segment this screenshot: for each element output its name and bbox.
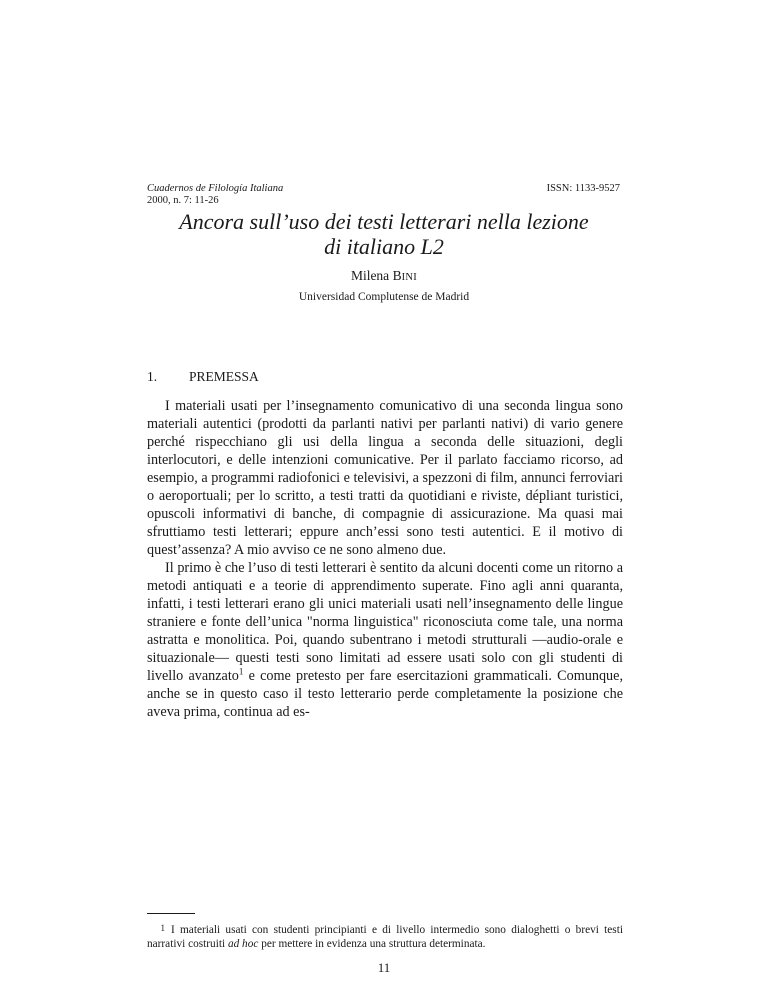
issn: ISSN: 1133-9527 (546, 183, 620, 194)
author-first-name: Milena (350, 268, 393, 283)
footnote-text-b: per mettere in evidenza una struttura determinata. (258, 938, 486, 950)
footnote-reference[interactable]: 1 (238, 666, 244, 677)
section-number: 1. (147, 369, 158, 384)
article-title (140, 209, 628, 259)
journal-header (147, 183, 283, 207)
page-number: 11 (377, 960, 391, 975)
author-affiliation: Universidad Complutense de Madrid (298, 291, 470, 303)
journal-issue: 2000, n. 7: 11-26 (147, 195, 219, 206)
author-last-initial: B (392, 268, 402, 283)
section-heading (147, 369, 259, 385)
paragraph-2 (147, 559, 623, 721)
paragraph-2-text-b: e come pretesto per fare esercitazioni grammaticali. Comunque, anche se in questo caso il testo letterario perde completamente la posizione che aveva prima, continua ad es- (147, 668, 623, 720)
footnote (147, 921, 623, 951)
paragraph-1: I materiali usati per l’insegnamento comunicativo di una seconda lingua sono materiali autentici (prodotti da parlanti nativi per parlanti nativi) di vario genere perché rispecchiano gli usi della lingua a seconda delle situazioni, degli interlocutori, e delle intenzioni comunicative. Per il parlato facciamo ricorso, ad esempio, a programmi radiofonici e televisivi, a spezzoni di film, annunci ferroviari o aeroportuali; per lo scritto, a testi tratti da quotidiani e riviste, dépliant turistici, opuscoli informativi di banche, di compagnie di assicurazione. Ma quasi mai sfruttiamo testi letterari; eppure anch’essi sono testi autentici. E il motivo di quest’assenza? A mio avviso ce ne sono almeno due. (147, 398, 623, 558)
footnote-text-italic: ad hoc (227, 938, 259, 950)
title-line-1: Ancora sull’uso dei testi letterari nella lezione (179, 209, 589, 234)
section-title: PREMESSA (189, 369, 259, 384)
journal-name: Cuadernos de Filología Italiana (147, 183, 284, 194)
footnote-text-a: I materiali usati con studenti principianti e di livello intermedio sono dialoghetti o brevi testi narrativi costruiti (147, 924, 623, 950)
footnote-number: 1 (160, 923, 165, 933)
author-name (140, 268, 628, 284)
footnote-rule (147, 913, 195, 914)
author-last-rest: INI (401, 272, 418, 283)
paragraph-2-text-a: Il primo è che l’uso di testi letterari è sentito da alcuni docenti come un ritorno a metodi antiquati e a teorie di apprendimento superate. Fino agli anni quaranta, infatti, i testi letterari erano gli unici materiali usati nell’insegnamento delle lingue straniere e fonte dell’unica "norma linguistica" riconosciuta come tale, una norma astratta e monolitica. Poi, quando subentrano i metodi strutturali —audio-orale e situazionale— questi testi sono limitati ad essere usati solo con gli studenti di livello avanzato (147, 560, 623, 684)
title-line-2: di italiano L2 (324, 234, 444, 259)
body-text (147, 397, 623, 721)
